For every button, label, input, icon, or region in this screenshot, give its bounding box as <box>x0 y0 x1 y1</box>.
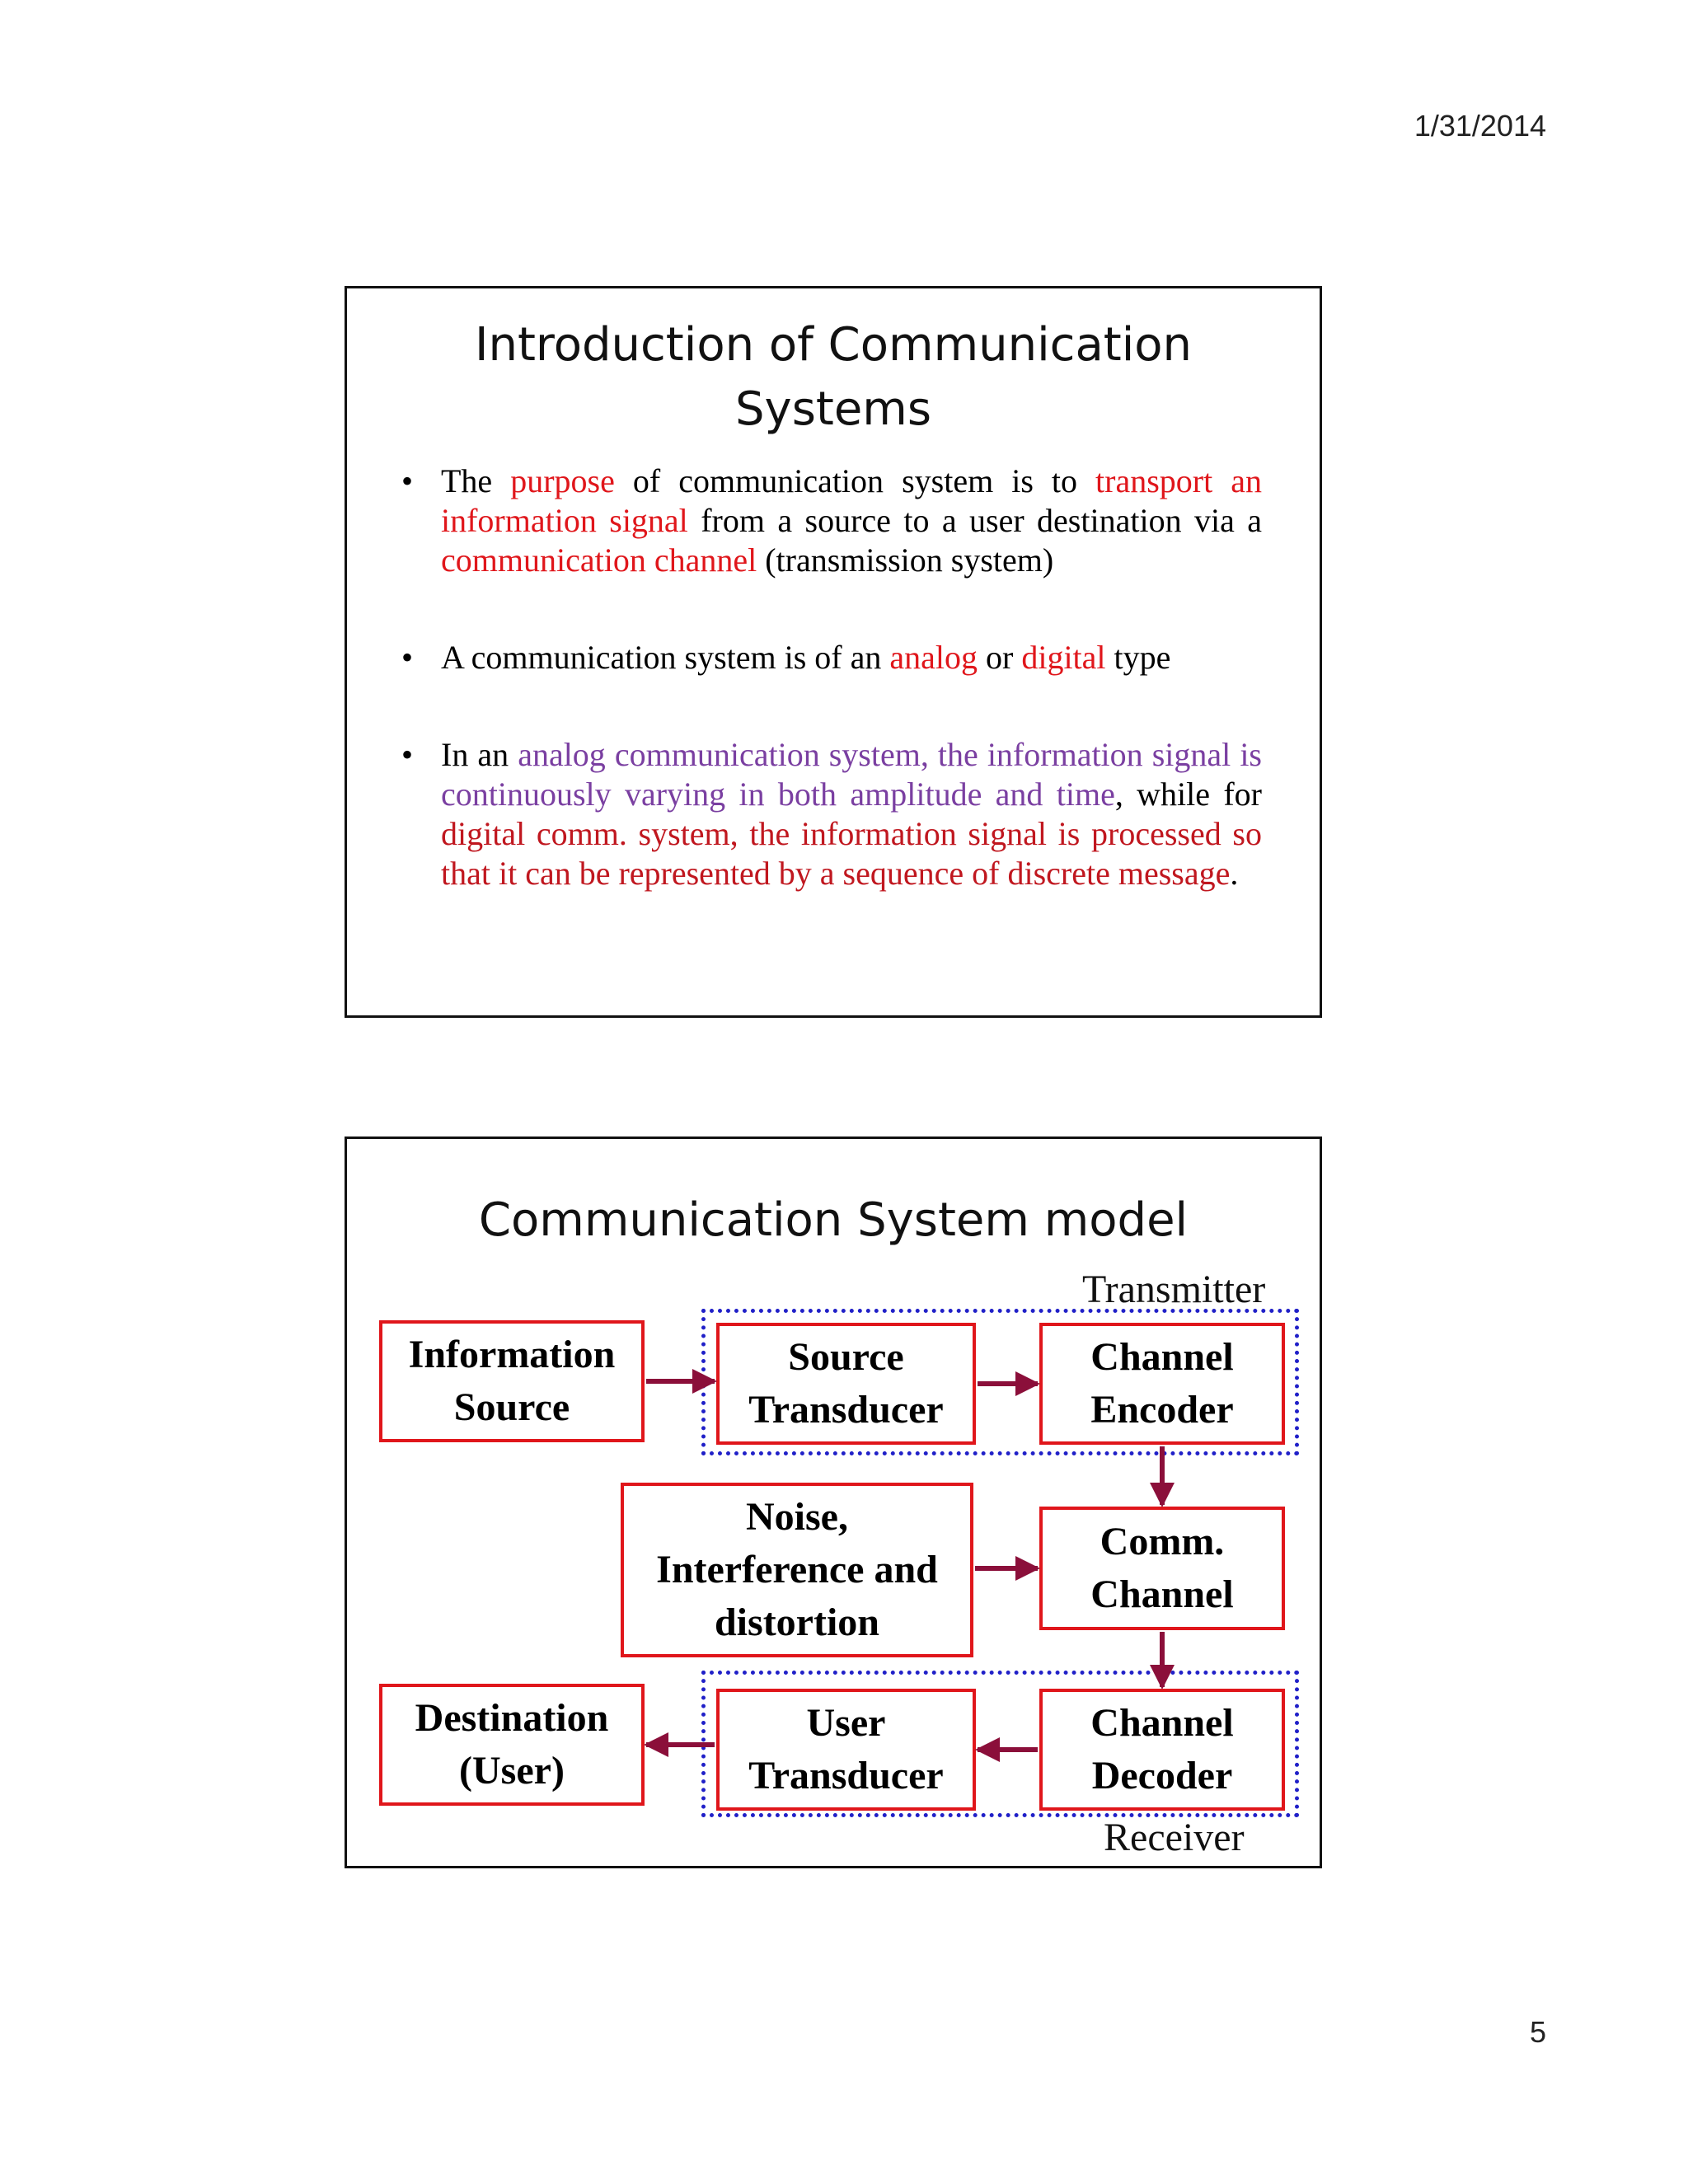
text: The <box>441 462 511 499</box>
box-line: Channel <box>1090 1701 1234 1745</box>
slide-title: Communication System model <box>478 1193 1189 1247</box>
text: from a source to a user destination via a <box>687 502 1262 539</box>
text: In an <box>441 736 518 773</box>
box-line: Transducer <box>748 1754 944 1797</box>
text: of communication system is to <box>614 462 1096 499</box>
page-number: 5 <box>1529 2015 1546 2049</box>
highlight-digital-def: digital comm. system, the information signal is processed so that it can be represented by a sequence of discrete message <box>441 815 1262 892</box>
box-line: Comm. <box>1100 1520 1225 1563</box>
slide-introduction <box>345 286 1322 1018</box>
receiver-label: Receiver <box>1104 1816 1245 1859</box>
text: (transmission system) <box>757 541 1054 579</box>
text: type <box>1105 639 1171 676</box>
box-line: Transducer <box>748 1388 944 1432</box>
slide-title <box>347 313 1320 442</box>
slide-system-model <box>345 1137 1322 1868</box>
box-line: (User) <box>459 1749 565 1793</box>
bullet-list <box>401 462 1262 951</box>
bullet-purpose <box>401 462 1262 580</box>
text: . <box>1230 855 1239 892</box>
transmitter-label: Transmitter <box>1082 1268 1266 1311</box>
highlight-analog-def: analog communication system, the information signal is continuously varying in both amplitude and time <box>441 736 1262 813</box>
title-line-2: Systems <box>735 382 931 436</box>
text: , while for <box>1114 776 1262 813</box>
box-line: Encoder <box>1090 1388 1234 1432</box>
box-line: Source <box>788 1335 904 1379</box>
box-line: Information <box>408 1333 616 1376</box>
box-line: Channel <box>1090 1335 1234 1379</box>
bullet-type <box>401 638 1262 677</box>
highlight-transport: transport an information signal <box>441 462 1262 539</box>
box-line: Channel <box>1090 1572 1234 1616</box>
box-line: Source <box>453 1385 570 1429</box>
box-line: distortion <box>714 1601 879 1644</box>
highlight-channel: communication channel <box>441 541 757 579</box>
header-date: 1/31/2014 <box>1414 109 1546 143</box>
highlight-purpose: purpose <box>510 462 615 499</box>
text: or <box>978 639 1022 676</box>
block-diagram <box>347 1139 1325 1871</box>
box-line: User <box>806 1701 886 1745</box>
highlight-analog: analog <box>889 639 978 676</box>
title-line-1: Introduction of Communication <box>474 318 1193 372</box>
box-line: Noise, <box>746 1495 848 1539</box>
flow-arrows <box>347 1139 1325 1871</box>
box-line: Decoder <box>1091 1754 1233 1797</box>
box-line: Destination <box>415 1696 609 1740</box>
text: A communication system is of an <box>441 639 890 676</box>
bullet-analog-digital <box>401 735 1262 893</box>
highlight-digital: digital <box>1021 639 1106 676</box>
box-line: Interference and <box>656 1548 938 1591</box>
